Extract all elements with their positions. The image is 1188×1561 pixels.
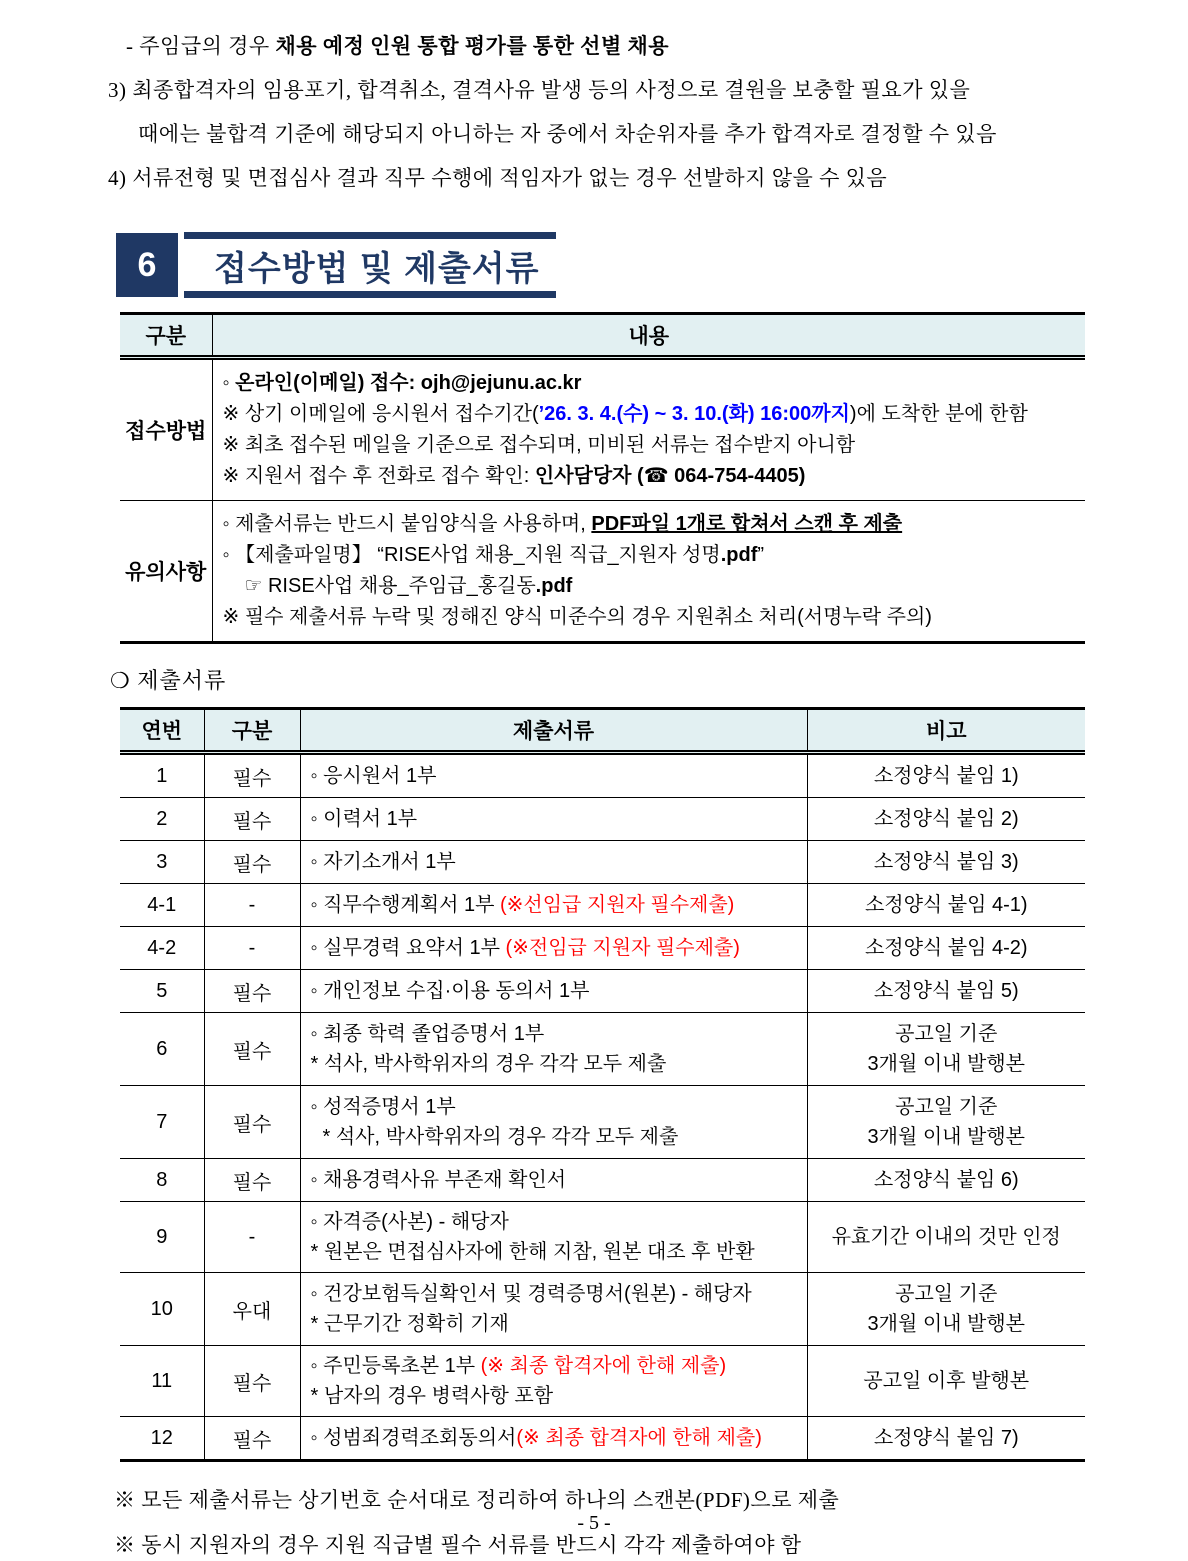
submission-cell-doc [300, 1417, 807, 1461]
submission-note-line: 유효기간 이내의 것만 인정 [831, 1226, 1061, 1248]
submission-cell-note [807, 753, 1085, 798]
submission-cell-no: 10 [120, 1273, 204, 1346]
submission-table-row [120, 1273, 1085, 1346]
submission-doc-line [311, 761, 803, 791]
submission-cell-category: 필수 [204, 1417, 300, 1461]
submission-cell-category: 필수 [204, 970, 300, 1013]
submission-cell-doc [300, 1086, 807, 1159]
method-table-body [120, 358, 1085, 643]
submission-table-row [120, 970, 1085, 1013]
submission-cell-doc [300, 1202, 807, 1273]
submission-cell-category: 필수 [204, 1086, 300, 1159]
submission-doc-line [311, 1381, 803, 1411]
submission-doc-line [311, 1423, 803, 1453]
submission-table-row [120, 1086, 1085, 1159]
submission-cell-doc [300, 753, 807, 798]
method-content-line [223, 368, 1080, 399]
submission-cell-note [807, 970, 1085, 1013]
text-segment: ◦ 개인정보 수집·이용 동의서 1부 [310, 980, 590, 1002]
text-segment: ◦ 성적증명서 1부 [310, 1096, 456, 1118]
submission-cell-doc [300, 1013, 807, 1086]
submission-cell-category: 필수 [204, 1159, 300, 1202]
submission-doc-line [311, 847, 803, 877]
text-segment: (※전임급 지원자 필수제출) [505, 937, 740, 959]
submission-cell-note [807, 1417, 1085, 1461]
submission-note-line: 소정양식 붙임 1) [873, 765, 1019, 787]
text-segment: ◦ 이력서 1부 [310, 808, 418, 830]
submission-doc-line [311, 1309, 803, 1339]
method-content-line [223, 430, 1080, 461]
text-segment: ◦ 【제출파일명】 “RISE사업 채용_지원 직급_지원자 성명 [222, 544, 721, 566]
submission-cell-no: 2 [120, 798, 204, 841]
submission-cell-no: 1 [156, 764, 168, 787]
submission-heading: ❍ 제출서류 [110, 668, 227, 693]
intro-dash-line [126, 24, 1090, 68]
submission-doc-line [311, 1207, 803, 1237]
intro-item4: 4) 서류전형 및 면접심사 결과 직무 수행에 적임자가 없는 경우 선발하지 않을 수 있음 [108, 166, 888, 190]
text-segment: ◦ 주민등록초본 1부 [310, 1355, 481, 1377]
submission-doc-line [311, 1122, 803, 1152]
submission-cell-note [807, 798, 1085, 841]
text-segment: * 남자의 경우 병력사항 포함 [310, 1385, 554, 1407]
page-number: - 5 - [577, 1512, 611, 1534]
document-content [100, 0, 1090, 1561]
submission-cell-doc [300, 1346, 807, 1417]
submission-table-row [120, 753, 1085, 798]
submission-cell-no: 3 [120, 841, 204, 884]
text-segment: )에 도착한 분에 한함 [849, 403, 1028, 425]
submission-cell-note [807, 1346, 1085, 1417]
submission-cell-doc [300, 1159, 807, 1202]
method-header-content: 내용 [212, 314, 1085, 358]
intro-dash-bold: 채용 예정 인원 통합 평가를 통한 선별 채용 [275, 34, 670, 58]
submission-note-line: 3개월 이내 발행본 [867, 1053, 1025, 1075]
submission-note-line: 소정양식 붙임 3) [873, 851, 1019, 873]
submission-cell-doc [300, 841, 807, 884]
submission-cell-note [807, 884, 1085, 927]
text-segment: ☞ RISE사업 채용_주임급_홍길동 [244, 575, 536, 597]
submission-table-row [120, 1202, 1085, 1273]
submission-doc-line [311, 976, 803, 1006]
text-segment: * 원본은 면접심사자에 한해 지참, 원본 대조 후 반환 [310, 1241, 755, 1263]
text-segment: ◦ 응시원서 1부 [310, 765, 437, 787]
submission-header-category: 구분 [204, 709, 300, 753]
submission-cell-no: 11 [120, 1346, 204, 1417]
text-segment: ◦ 성범죄경력조회동의서 [310, 1427, 517, 1449]
submission-doc-line [311, 1237, 803, 1267]
text-segment: * 근무기간 정확히 기재 [310, 1313, 509, 1335]
text-segment: ※ 상기 이메일에 응시원서 접수기간( [222, 403, 539, 425]
section-header [116, 232, 1090, 298]
submission-table-row [120, 1159, 1085, 1202]
submission-note-line: 소정양식 붙임 4-2) [864, 937, 1028, 959]
intro-item3-line2: 때에는 불합격 기준에 해당되지 아니하는 자 중에서 차순위자를 추가 합격자로 결정할 수 있음 [138, 122, 997, 146]
submission-doc-line [311, 1049, 803, 1079]
submission-cell-no: 6 [120, 1013, 204, 1086]
submission-note-line: 공고일 기준 [895, 1023, 998, 1045]
submission-cell-category: - [204, 927, 300, 970]
submission-cell-category: 우대 [204, 1273, 300, 1346]
submission-cell-doc [300, 970, 807, 1013]
text-segment: .pdf [535, 575, 573, 597]
text-segment: ◦ 제출서류는 반드시 붙임양식을 사용하며, [222, 513, 592, 535]
text-segment: ※ 지원서 접수 후 전화로 접수 확인: [222, 465, 535, 487]
section-number-badge: 6 [116, 233, 178, 297]
submission-note-line: 공고일 기준 [895, 1283, 998, 1305]
submission-note-line: 공고일 기준 [895, 1096, 998, 1118]
section-title: 접수방법 및 제출서류 [184, 232, 556, 298]
intro-block [100, 0, 1090, 200]
submission-header-no: 연번 [120, 709, 204, 753]
method-content-line [223, 509, 1080, 540]
submission-cell-category: 필수 [204, 1013, 300, 1086]
submission-table-header-row [120, 709, 1085, 753]
text-segment: ◦ 최종 학력 졸업증명서 1부 [310, 1023, 545, 1045]
method-content-line [223, 540, 1080, 571]
text-segment: ◦ 채용경력사유 부존재 확인서 [310, 1169, 567, 1191]
text-segment: 인사담당자 (☎ 064-754-4405) [534, 465, 806, 487]
submission-header-note: 비고 [807, 709, 1085, 753]
submission-note-line: 소정양식 붙임 4-1) [864, 894, 1028, 916]
submission-table-body [120, 753, 1085, 1461]
method-content-line [223, 399, 1080, 430]
method-table [120, 312, 1085, 644]
method-table-row [120, 358, 1085, 501]
intro-item3-line1: 3) 최종합격자의 임용포기, 합격취소, 결격사유 발생 등의 사정으로 결원을 보충할 필요가 있을 [108, 78, 971, 102]
text-segment: PDF파일 1개로 합쳐서 스캔 후 제출 [591, 513, 903, 535]
submission-table-row [120, 927, 1085, 970]
text-segment: 온라인(이메일) 접수: ojh@jejunu.ac.kr [235, 372, 582, 394]
submission-note-line: 3개월 이내 발행본 [867, 1313, 1025, 1335]
submission-cell-no: 9 [120, 1202, 204, 1273]
text-segment: ◦ 실무경력 요약서 1부 [310, 937, 506, 959]
submission-doc-line [311, 890, 803, 920]
submission-note-line: 소정양식 붙임 2) [873, 808, 1019, 830]
submission-cell-category: 필수 [204, 798, 300, 841]
submission-cell-note [807, 841, 1085, 884]
submission-table-row [120, 798, 1085, 841]
submission-cell-no: 12 [120, 1417, 204, 1461]
method-row-label: 접수방법 [125, 420, 207, 443]
submission-note-line: 소정양식 붙임 6) [873, 1169, 1019, 1191]
footer-note-line: ※ 모든 제출서류는 상기번호 순서대로 정리하여 하나의 스캔본(PDF)으로 제출 [114, 1488, 840, 1512]
method-header-category: 구분 [120, 314, 212, 358]
submission-table-row [120, 841, 1085, 884]
submission-table-row [120, 1346, 1085, 1417]
submission-cell-doc [300, 1273, 807, 1346]
method-table-row [120, 501, 1085, 643]
submission-cell-category: 필수 [204, 841, 300, 884]
submission-table-row [120, 1013, 1085, 1086]
submission-note-line: 소정양식 붙임 7) [873, 1427, 1019, 1449]
submission-cell-doc [300, 884, 807, 927]
text-segment: * 석사, 박사학위자의 경우 각각 모두 제출 [310, 1053, 667, 1075]
submission-doc-line [311, 1279, 803, 1309]
submission-cell-no: 4-2 [120, 927, 204, 970]
submission-cell-note [807, 1273, 1085, 1346]
submission-table-row [120, 884, 1085, 927]
submission-cell-note [807, 1202, 1085, 1273]
submission-cell-no: 8 [120, 1159, 204, 1202]
text-segment: * 석사, 박사학위자의 경우 각각 모두 제출 [322, 1126, 679, 1148]
method-row-label: 유의사항 [120, 501, 212, 643]
method-content-line [223, 461, 1080, 492]
submission-doc-line [311, 804, 803, 834]
submission-doc-line [311, 1165, 803, 1195]
submission-doc-line [311, 933, 803, 963]
submission-cell-doc [300, 927, 807, 970]
submission-cell-no: 7 [120, 1086, 204, 1159]
submission-cell-note [807, 1086, 1085, 1159]
submission-doc-line [311, 1092, 803, 1122]
method-content-line [223, 602, 1080, 633]
submission-cell-note [807, 927, 1085, 970]
submission-note-line: 공고일 이후 발행본 [863, 1370, 1030, 1392]
submission-table-row [120, 1417, 1085, 1461]
submission-doc-line [311, 1351, 803, 1381]
text-segment: (※선임급 지원자 필수제출) [499, 894, 735, 916]
text-segment: .pdf [720, 544, 758, 566]
text-segment: (※ 최종 합격자에 한해 제출) [480, 1355, 727, 1377]
submission-table [120, 707, 1085, 1462]
text-segment: ◦ 자기소개서 1부 [310, 851, 456, 873]
footer-note-line: ※ 동시 지원자의 경우 지원 직급별 필수 서류를 반드시 각각 제출하여야 함 [114, 1533, 802, 1557]
method-row-content [212, 501, 1085, 643]
text-segment: ◦ 직무수행계획서 1부 [310, 894, 500, 916]
submission-note-line: 소정양식 붙임 5) [873, 980, 1019, 1002]
text-segment: ◦ [222, 372, 236, 394]
submission-cell-category: 필수 [204, 1346, 300, 1417]
text-segment: ※ 최초 접수된 메일을 기준으로 접수되며, 미비된 서류는 접수받지 아니함 [222, 434, 856, 456]
method-content-line [223, 571, 1080, 602]
text-segment: ※ 필수 제출서류 누락 및 정해진 양식 미준수의 경우 지원취소 처리(서명누락 주의) [222, 606, 932, 628]
submission-note-line: 3개월 이내 발행본 [867, 1126, 1025, 1148]
submission-cell-note [807, 1013, 1085, 1086]
submission-cell-category: - [204, 1202, 300, 1273]
intro-dash-prefix: - 주임급의 경우 [126, 34, 276, 58]
submission-header-doc: 제출서류 [300, 709, 807, 753]
text-segment: ’26. 3. 4.(수) ~ 3. 10.(화) 16:00까지 [538, 403, 850, 425]
method-table-header-row [120, 314, 1085, 358]
submission-doc-line [311, 1019, 803, 1049]
submission-cell-note [807, 1159, 1085, 1202]
submission-cell-category: - [204, 884, 300, 927]
submission-cell-category: 필수 [204, 753, 300, 798]
submission-cell-no: 5 [120, 970, 204, 1013]
text-segment: ” [757, 544, 765, 566]
text-segment: ◦ 자격증(사본) - 해당자 [310, 1211, 509, 1233]
submission-cell-doc [300, 798, 807, 841]
text-segment: ◦ 건강보험득실확인서 및 경력증명서(원본) - 해당자 [310, 1283, 752, 1305]
submission-cell-no: 4-1 [120, 884, 204, 927]
method-row-content [212, 358, 1085, 501]
text-segment: (※ 최종 합격자에 한해 제출) [516, 1427, 762, 1449]
